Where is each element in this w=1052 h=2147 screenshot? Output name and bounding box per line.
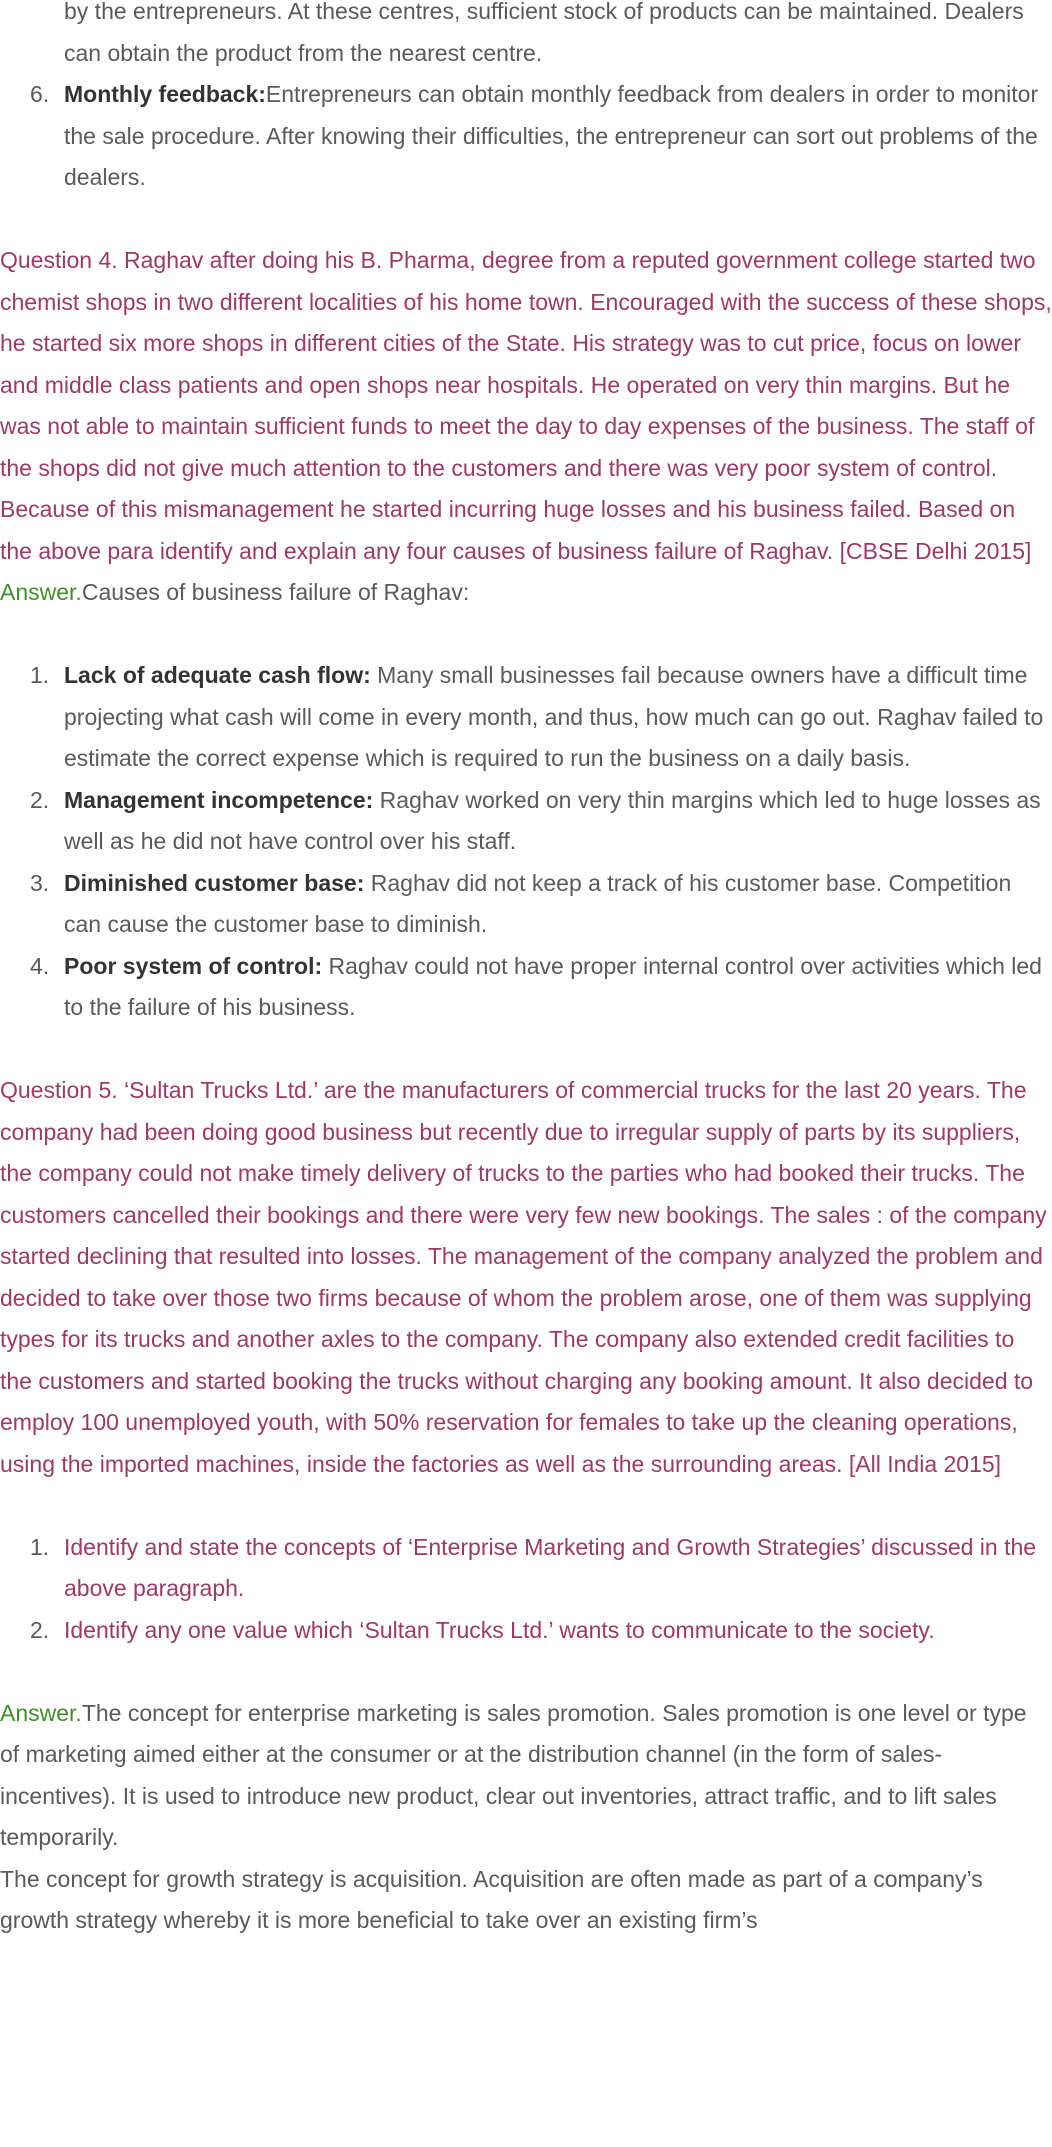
list-number: 4. (30, 952, 50, 979)
answer-label: Answer. (0, 579, 82, 605)
sub-question-text: Identify and state the concepts of ‘Enterprise Marketing and Growth Strategies’ discussed in the above paragraph. (64, 1533, 1037, 1601)
question-4: Question 4. Raghav after doing his B. Pharma, degree from a reputed government college started two chemist shops in two different localities of his home town. Encouraged with the success of these shops, he started six more shops in different cities of the State. His strategy was to cut price, focus on lower and middle class patients and open shops near hospitals. He operated on very thin margins. But he was not able to maintain sufficient funds to meet the day to day expenses of the business. The staff of the shops did not give much attention to the customers and there was very poor system of control. Because of this mismanagement he started incurring huge losses and his business failed. Based on the above para identify and explain any four causes of business failure of Raghav. [CBSE Delhi 2015] (0, 247, 1052, 564)
list-item (0, 863, 1052, 946)
list-number: 1. (30, 662, 50, 688)
list-item (0, 1527, 1052, 1610)
list-number: 6. (30, 81, 50, 107)
list-item (0, 780, 1052, 863)
list-number: 2. (30, 786, 50, 813)
question-5: Question 5. ‘Sultan Trucks Ltd.’ are the manufacturers of commercial trucks for the last 20 years. The company had been doing good business but recently due to irregular supply of parts by its suppliers, the company could not make timely delivery of trucks to the parties who had booked their trucks. The customers cancelled their bookings and there were very few new bookings. The sales : of the company started declining that resulted into losses. The management of the company analyzed the problem and decided to take over those two firms because of whom the problem arose, one of them was supplying types for its trucks and another axles to the company. The company also extended credit facilities to the customers and started booking the trucks without charging any booking amount. It also decided to employ 100 unemployed youth, with 50% reservation for females to take up the cleaning operations, using the imported machines, inside the factories as well as the surrounding areas. [All India 2015] (0, 1077, 1047, 1477)
list-item (0, 946, 1052, 1029)
list-item-text: Many small businesses fail because owners have a difficult time projecting what cash will come in every month, and thus, how much can go out. Raghav failed to estimate the correct expense which is required to run the business on a daily basis. (64, 662, 1044, 771)
answer-label: Answer. (0, 1699, 82, 1726)
list-number: 2. (30, 1616, 50, 1643)
list-item-text: Raghav did not keep a track of his customer base. Competition can cause the customer base to diminish. (64, 869, 1012, 937)
list-item-text: Raghav could not have proper internal control over activities which led to the failure of his business. (64, 952, 1042, 1020)
list-number: 3. (30, 869, 50, 896)
list-item (0, 74, 1052, 199)
sub-question-text: Identify any one value which ‘Sultan Trucks Ltd.’ wants to communicate to the society. (64, 1616, 935, 1643)
list-item-heading: Poor system of control: (64, 952, 323, 979)
list-item-text: Raghav worked on very thin margins which led to huge losses as well as he did not have control over his staff. (64, 786, 1041, 854)
answer-5 (0, 1693, 1052, 1859)
question-5-sublist (0, 1527, 1052, 1652)
list-item-heading: Diminished customer base: (64, 869, 365, 896)
answer-text: The concept for enterprise marketing is sales promotion. Sales promotion is one level or type of marketing aimed either at the consumer or at the distribution channel (in the form of sales-incentives). It is used to introduce new product, clear out inventories, attract traffic, and to lift sales temporarily. (0, 1699, 1027, 1850)
list-item-text: Entrepreneurs can obtain monthly feedback from dealers in order to monitor the sale procedure. After knowing their difficulties, the entrepreneur can sort out problems of the dealers. (64, 81, 1039, 190)
list-item-heading: Lack of adequate cash flow: (64, 662, 371, 688)
list-item (0, 1610, 1052, 1652)
answer-4-list (0, 655, 1052, 1029)
answer-4-intro (0, 572, 1052, 614)
list-number: 1. (30, 1533, 50, 1560)
list-item-heading: Monthly feedback: (64, 81, 266, 107)
list-item-text: by the entrepreneurs. At these centres, sufficient stock of products can be maintained. Dealers can obtain the product from the nearest centre. (64, 0, 1024, 66)
top-list (0, 0, 1052, 199)
list-item (0, 0, 1052, 74)
list-item-heading: Management incompetence: (64, 786, 374, 813)
list-item (0, 655, 1052, 780)
answer-5-continued: The concept for growth strategy is acquisition. Acquisition are often made as part of a company’s growth strategy whereby it is more beneficial to take over an existing firm’s (0, 1865, 983, 1933)
answer-intro-text: Causes of business failure of Raghav: (81, 579, 470, 605)
